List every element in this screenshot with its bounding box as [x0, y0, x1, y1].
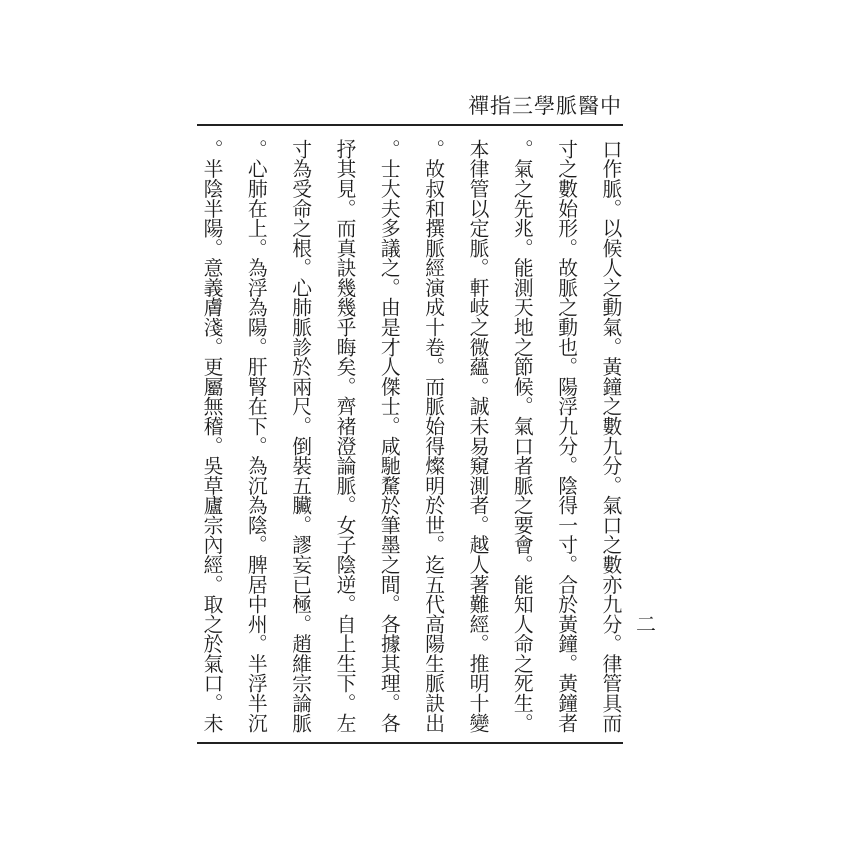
- text-column-02: 寸之數始形。故脈之動也。陽浮九分。陰得一寸。合於黃鐘。黃鐘者: [554, 139, 577, 733]
- text-column-08: 寸為受命之根。心肺脈診於兩尺。倒裝五臟。謬妄已極。趙維宗論脈: [288, 139, 311, 733]
- book-header-title: 禪指三學脈醫中: [468, 94, 622, 118]
- vertical-text-block: [200, 139, 621, 737]
- text-column-10: 。半陰半陽。意義膚淺。更屬無稽。吳草廬宗內經。取之於氣口。未: [200, 139, 222, 733]
- text-column-06: 。士大夫多議之。由是才人傑士。咸馳騖於筆墨之間。各據其理。各: [377, 139, 400, 733]
- text-column-07: 抒其見。而真訣幾幾乎晦矣。齊褚澄論脈。女子陰逆。自上生下。左: [332, 139, 355, 733]
- page-number: 二: [636, 614, 656, 636]
- text-column-04: 本律管以定脈。軒岐之微蘊。誠未易窺測者。越人著難經。推明十變: [465, 139, 488, 733]
- text-column-01: 口作脈。以候人之動氣。黃鐘之數九分。氣口之數亦九分。律管具而: [598, 139, 621, 733]
- text-column-03: 。氣之先兆。能測天地之節候。氣口者脈之要會。能知人命之死生。: [510, 139, 533, 733]
- header-rule: [197, 124, 623, 126]
- text-column-09: 。心肺在上。為浮為陽。肝腎在下。為沉為陰。脾居中州。半浮半沉: [244, 139, 267, 733]
- footer-rule: [197, 742, 623, 744]
- text-column-05: 。故叔和撰脈經演成十卷。而脈始得燦明於世。迄五代高陽生脈訣出: [421, 139, 444, 733]
